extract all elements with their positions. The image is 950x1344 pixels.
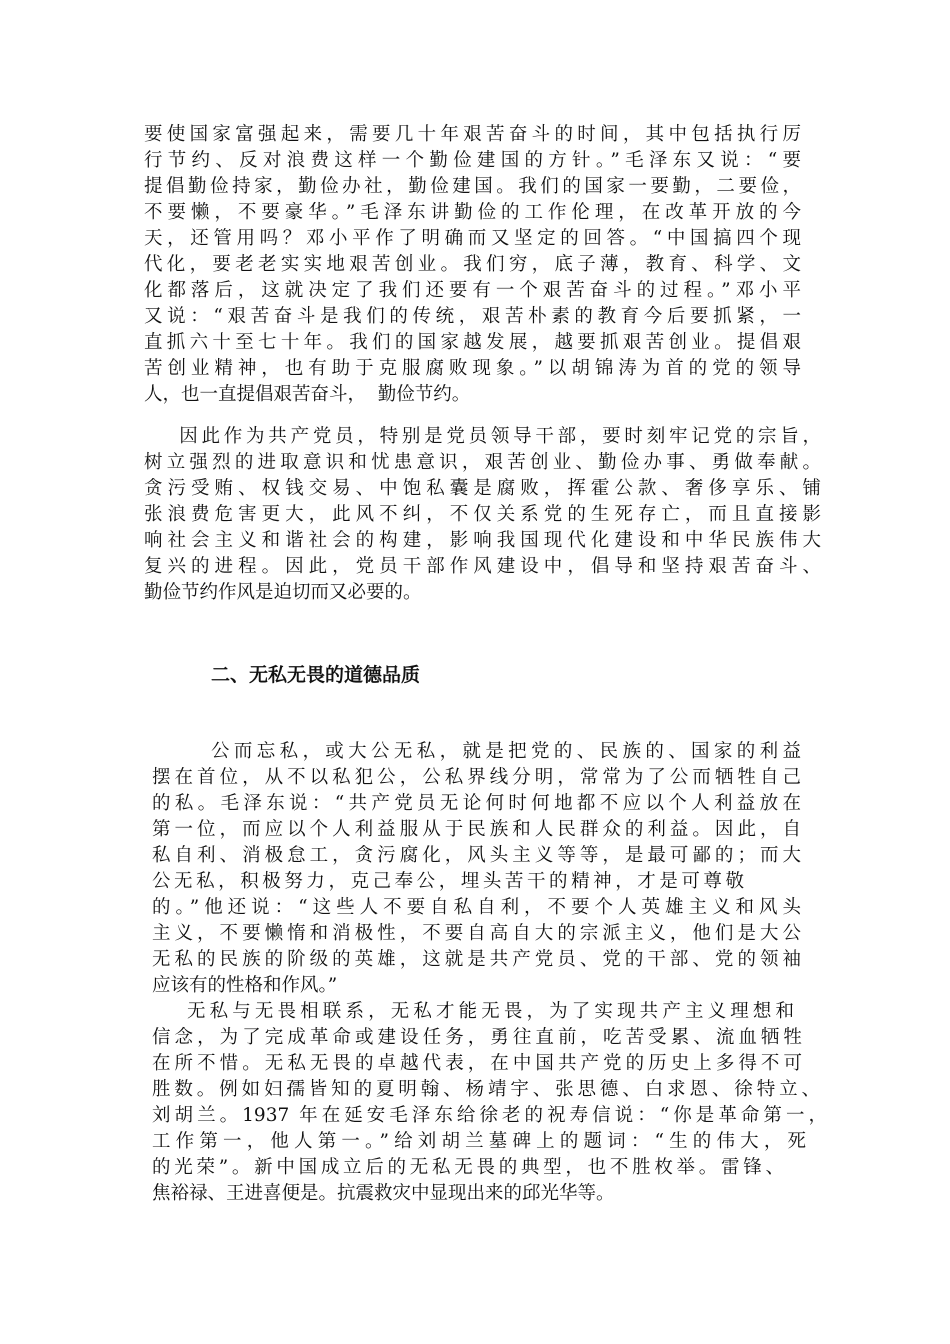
text-line: 公无私，积极努力，克己奉公，埋头苦干的精神，才是可尊敬 bbox=[152, 871, 744, 892]
paragraph-1 bbox=[144, 122, 801, 408]
text-line: 张浪费危害更大，此风不纠，不仅关系党的生死存亡，而且直接影 bbox=[144, 504, 821, 525]
paragraph-2 bbox=[144, 424, 821, 606]
text-line: 要使国家富强起来，需要几十年艰苦奋斗的时间，其中包括执行厉 bbox=[144, 124, 801, 145]
text-line: 工作第一，他人第一。”给刘胡兰墓碑上的题词：“生的伟大，死 bbox=[152, 1131, 806, 1152]
text-line: 又说：“艰苦奋斗是我们的传统，艰苦朴素的教育今后要抓紧，一 bbox=[144, 306, 801, 327]
text-line: 贪污受贿、权钱交易、中饱私囊是腐败，挥霍公款、奢侈享乐、铺 bbox=[144, 478, 821, 499]
text-line: 私自利、消极怠工，贪污腐化，风头主义等等，是最可鄙的；而大 bbox=[152, 845, 801, 866]
paragraph-3 bbox=[152, 739, 801, 999]
text-line: 刘胡兰。1937 年在延安毛泽东给徐老的祝寿信说：“你是革命第一， bbox=[152, 1105, 828, 1126]
text-line: 人，也一直提倡艰苦奋斗， 勤俭节约。 bbox=[144, 384, 471, 405]
section-heading: 二、无私无畏的道德品质 bbox=[211, 664, 421, 686]
text-line: 提倡勤俭持家，勤俭办社，勤俭建国。我们的国家一要勤，二要俭， bbox=[144, 176, 801, 197]
text-line: 的。”他还说：“这些人不要自私自利，不要个人英雄主义和风头 bbox=[152, 897, 801, 918]
text-line: 代化，要老老实实地艰苦创业。我们穷，底子薄，教育、科学、文 bbox=[144, 254, 801, 275]
text-line: 的光荣”。新中国成立后的无私无畏的典型，也不胜枚举。雷锋、 bbox=[152, 1157, 784, 1178]
text-line: 苦创业精神，也有助于克服腐败现象。”以胡锦涛为首的党的领导 bbox=[144, 358, 801, 379]
paragraph-4 bbox=[152, 999, 827, 1207]
text-line: 应该有的性格和作风。” bbox=[152, 975, 338, 996]
text-line: 无私与无畏相联系，无私才能无畏，为了实现共产主义理想和 bbox=[187, 1001, 794, 1022]
text-line: 树立强烈的进取意识和忧患意识，艰苦创业、勤俭办事、勇做奉献。 bbox=[144, 452, 821, 473]
text-line: 的私。毛泽东说：“共产党员无论何时何地都不应以个人利益放在 bbox=[152, 793, 801, 814]
text-line: 直抓六十至七十年。我们的国家越发展，越要抓艰苦创业。提倡艰 bbox=[144, 332, 801, 353]
text-line: 行节约、反对浪费这样一个勤俭建国的方针。”毛泽东又说：“要 bbox=[144, 150, 801, 171]
text-line: 无私的民族的阶级的英雄，这就是共产党员、党的干部、党的领袖 bbox=[152, 949, 801, 970]
text-line: 因此作为共产党员，特别是党员领导干部，要时刻牢记党的宗旨， bbox=[160, 426, 821, 447]
text-line: 胜数。例如妇孺皆知的夏明翰、杨靖宇、张思德、白求恩、徐特立、 bbox=[152, 1079, 820, 1100]
text-line: 勤俭节约作风是迫切而又必要的。 bbox=[144, 582, 422, 603]
text-line: 公而忘私，或大公无私，就是把党的、民族的、国家的利益 bbox=[211, 741, 801, 762]
text-line: 在所不惜。无私无畏的卓越代表，在中国共产党的历史上多得不可 bbox=[152, 1053, 802, 1074]
text-line: 主义，不要懒惰和消极性，不要自高自大的宗派主义，他们是大公 bbox=[152, 923, 801, 944]
text-line: 焦裕禄、王进喜便是。抗震救灾中显现出来的邱光华等。 bbox=[152, 1183, 615, 1204]
text-line: 第一位，而应以个人利益服从于民族和人民群众的利益。因此，自 bbox=[152, 819, 801, 840]
text-line: 化都落后，这就决定了我们还要有一个艰苦奋斗的过程。”邓小平 bbox=[144, 280, 801, 301]
text-line: 信念，为了完成革命或建设任务，勇往直前，吃苦受累、流血牺牲 bbox=[152, 1027, 802, 1048]
text-line: 复兴的进程。因此，党员干部作风建设中，倡导和坚持艰苦奋斗、 bbox=[144, 556, 821, 577]
text-line: 不要懒，不要豪华。”毛泽东讲勤俭的工作伦理，在改革开放的今 bbox=[144, 202, 801, 223]
text-line: 摆在首位，从不以私犯公，公私界线分明，常常为了公而牺牲自己 bbox=[152, 767, 801, 788]
text-line: 响社会主义和谐社会的构建，影响我国现代化建设和中华民族伟大 bbox=[144, 530, 821, 551]
text-line: 天，还管用吗？邓小平作了明确而又坚定的回答。“中国搞四个现 bbox=[144, 228, 801, 249]
